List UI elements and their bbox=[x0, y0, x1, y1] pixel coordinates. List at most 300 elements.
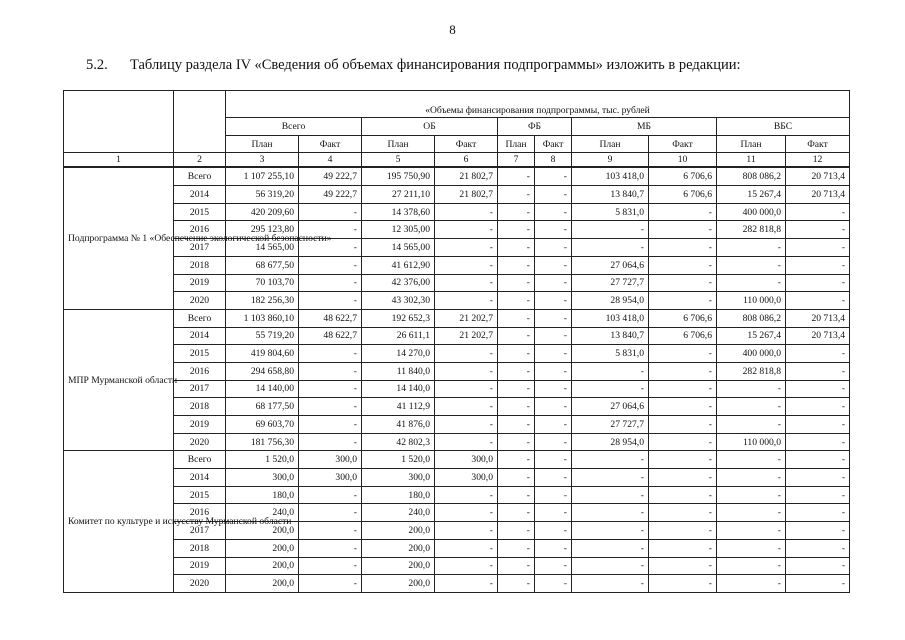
header-plan: План bbox=[572, 135, 649, 153]
table-cell: - bbox=[535, 398, 572, 416]
table-cell: 200,0 bbox=[226, 522, 299, 540]
table-cell: - bbox=[786, 433, 850, 451]
table-cell: - bbox=[572, 239, 649, 257]
table-cell: - bbox=[649, 380, 717, 398]
table-cell: - bbox=[649, 451, 717, 469]
table-cell: - bbox=[572, 380, 649, 398]
header-source-mb: МБ bbox=[572, 118, 717, 136]
row-period: 2016 bbox=[174, 221, 226, 239]
table-cell: 14 565,00 bbox=[226, 239, 299, 257]
table-cell: - bbox=[299, 274, 362, 292]
table-cell: - bbox=[649, 486, 717, 504]
table-cell: 400 000,0 bbox=[717, 203, 786, 221]
header-plan: План bbox=[362, 135, 435, 153]
table-cell: 300,0 bbox=[362, 469, 435, 487]
table-cell: - bbox=[717, 469, 786, 487]
table-cell: - bbox=[649, 345, 717, 363]
column-number: 5 bbox=[362, 153, 435, 168]
table-cell: 14 378,60 bbox=[362, 203, 435, 221]
table-row bbox=[64, 557, 850, 575]
table-cell: - bbox=[572, 469, 649, 487]
table-cell: 110 000,0 bbox=[717, 433, 786, 451]
table-cell: - bbox=[786, 274, 850, 292]
table-cell: - bbox=[535, 292, 572, 310]
table-cell: - bbox=[572, 221, 649, 239]
table-cell: - bbox=[299, 345, 362, 363]
table-cell: 294 658,80 bbox=[226, 362, 299, 380]
table-cell: - bbox=[786, 416, 850, 434]
table-cell: 20 713,4 bbox=[786, 167, 850, 185]
table-cell: - bbox=[299, 522, 362, 540]
table-cell: 20 713,4 bbox=[786, 186, 850, 204]
table-cell: - bbox=[535, 575, 572, 593]
table-cell: - bbox=[435, 221, 498, 239]
table-cell: 27 064,6 bbox=[572, 256, 649, 274]
column-number: 8 bbox=[535, 153, 572, 168]
table-cell: - bbox=[435, 362, 498, 380]
table-cell: - bbox=[498, 575, 535, 593]
table-cell: - bbox=[649, 575, 717, 593]
column-number: 10 bbox=[649, 153, 717, 168]
table-cell: - bbox=[299, 203, 362, 221]
table-cell: 14 140,0 bbox=[362, 380, 435, 398]
table-cell: - bbox=[535, 557, 572, 575]
table-cell: 56 319,20 bbox=[226, 186, 299, 204]
table-cell: 200,0 bbox=[226, 539, 299, 557]
table-cell: - bbox=[498, 398, 535, 416]
table-cell: 300,0 bbox=[435, 451, 498, 469]
table-cell: - bbox=[717, 398, 786, 416]
table-cell: - bbox=[435, 239, 498, 257]
table-cell: 42 376,00 bbox=[362, 274, 435, 292]
column-number: 1 bbox=[64, 153, 174, 168]
table-cell: - bbox=[649, 274, 717, 292]
table-cell: 200,0 bbox=[226, 575, 299, 593]
table-cell: - bbox=[435, 274, 498, 292]
financing-table bbox=[63, 90, 850, 593]
table-cell: - bbox=[786, 575, 850, 593]
table-cell: - bbox=[717, 522, 786, 540]
table-cell: - bbox=[717, 380, 786, 398]
table-cell: 13 840,7 bbox=[572, 327, 649, 345]
table-cell: - bbox=[535, 256, 572, 274]
section-heading bbox=[86, 57, 741, 74]
table-cell: - bbox=[649, 433, 717, 451]
table-row bbox=[64, 203, 850, 221]
table-cell: - bbox=[649, 221, 717, 239]
row-period: 2017 bbox=[174, 380, 226, 398]
table-cell: - bbox=[717, 416, 786, 434]
table-cell: - bbox=[717, 451, 786, 469]
header-fact: Факт bbox=[786, 135, 850, 153]
table-cell: 182 256,30 bbox=[226, 292, 299, 310]
table-cell: - bbox=[649, 292, 717, 310]
table-cell: - bbox=[299, 486, 362, 504]
table-row bbox=[64, 362, 850, 380]
table-cell: 419 804,60 bbox=[226, 345, 299, 363]
table-cell: - bbox=[649, 203, 717, 221]
header-empty-2 bbox=[174, 91, 226, 153]
table-cell: 1 103 860,10 bbox=[226, 309, 299, 327]
table-cell: 300,0 bbox=[299, 469, 362, 487]
table-cell: - bbox=[649, 557, 717, 575]
header-source-total: Всего bbox=[226, 118, 362, 136]
table-cell: - bbox=[535, 433, 572, 451]
table-cell: - bbox=[498, 504, 535, 522]
table-cell: - bbox=[786, 221, 850, 239]
table-cell: 68 177,50 bbox=[226, 398, 299, 416]
table-row bbox=[64, 486, 850, 504]
table-row bbox=[64, 327, 850, 345]
table-cell: - bbox=[535, 486, 572, 504]
table-cell: 300,0 bbox=[435, 469, 498, 487]
row-period: Всего bbox=[174, 451, 226, 469]
table-cell: - bbox=[535, 539, 572, 557]
table-cell: - bbox=[786, 203, 850, 221]
row-period: Всего bbox=[174, 167, 226, 185]
table-cell: 27 211,10 bbox=[362, 186, 435, 204]
table-cell: 200,0 bbox=[362, 522, 435, 540]
table-cell: 200,0 bbox=[226, 557, 299, 575]
table-row bbox=[64, 451, 850, 469]
table-cell: 14 565,00 bbox=[362, 239, 435, 257]
table-cell: - bbox=[717, 239, 786, 257]
group-name: Комитет по культуре и искусству Мурманской области bbox=[64, 451, 174, 593]
table-cell: - bbox=[649, 239, 717, 257]
table-cell: - bbox=[717, 557, 786, 575]
table-cell: - bbox=[535, 167, 572, 185]
table-cell: - bbox=[649, 522, 717, 540]
header-plan: План bbox=[498, 135, 535, 153]
table-cell: 5 831,0 bbox=[572, 345, 649, 363]
row-period: 2015 bbox=[174, 486, 226, 504]
column-number: 4 bbox=[299, 153, 362, 168]
table-cell: - bbox=[498, 416, 535, 434]
page-number: 8 bbox=[449, 22, 456, 37]
table-cell: - bbox=[786, 239, 850, 257]
section-text: Таблицу раздела IV «Сведения об объемах финансирования подпрограммы» изложить в редакции: bbox=[130, 57, 741, 73]
table-cell: - bbox=[498, 221, 535, 239]
table-cell: - bbox=[649, 256, 717, 274]
table-cell: 200,0 bbox=[362, 539, 435, 557]
table-cell: 103 418,0 bbox=[572, 167, 649, 185]
table-cell: - bbox=[535, 504, 572, 522]
table-cell: - bbox=[535, 274, 572, 292]
table-row bbox=[64, 380, 850, 398]
column-number: 9 bbox=[572, 153, 649, 168]
table-cell: - bbox=[299, 221, 362, 239]
table-cell: - bbox=[435, 504, 498, 522]
table-cell: 49 222,7 bbox=[299, 186, 362, 204]
table-cell: - bbox=[435, 203, 498, 221]
table-cell: 21 802,7 bbox=[435, 186, 498, 204]
table-cell: - bbox=[498, 539, 535, 557]
table-cell: 300,0 bbox=[299, 451, 362, 469]
table-cell: 6 706,6 bbox=[649, 309, 717, 327]
table-cell: - bbox=[717, 539, 786, 557]
table-cell: - bbox=[786, 486, 850, 504]
table-cell: - bbox=[299, 504, 362, 522]
table-cell: - bbox=[435, 575, 498, 593]
table-cell: - bbox=[299, 575, 362, 593]
table-row bbox=[64, 309, 850, 327]
header-source-fb: ФБ bbox=[498, 118, 572, 136]
table-cell: - bbox=[535, 362, 572, 380]
table-cell: - bbox=[535, 416, 572, 434]
table-cell: 282 818,8 bbox=[717, 221, 786, 239]
table-cell: - bbox=[786, 345, 850, 363]
header-source-vbs: ВБС bbox=[717, 118, 850, 136]
row-period: 2020 bbox=[174, 292, 226, 310]
table-cell: 6 706,6 bbox=[649, 186, 717, 204]
table-cell: - bbox=[572, 539, 649, 557]
header-plan: План bbox=[226, 135, 299, 153]
table-cell: 48 622,7 bbox=[299, 327, 362, 345]
table-cell: - bbox=[717, 274, 786, 292]
table-cell: - bbox=[535, 203, 572, 221]
table-cell: - bbox=[786, 557, 850, 575]
table-cell: - bbox=[435, 539, 498, 557]
table-cell: - bbox=[498, 186, 535, 204]
table-row bbox=[64, 167, 850, 185]
table-cell: 200,0 bbox=[362, 557, 435, 575]
table-cell: - bbox=[535, 345, 572, 363]
column-number: 11 bbox=[717, 153, 786, 168]
row-period: 2017 bbox=[174, 239, 226, 257]
table-cell: 28 954,0 bbox=[572, 433, 649, 451]
table-cell: - bbox=[498, 451, 535, 469]
table-cell: - bbox=[535, 221, 572, 239]
table-cell: 12 305,00 bbox=[362, 221, 435, 239]
row-period: 2020 bbox=[174, 433, 226, 451]
header-group-title: «Объемы финансирования подпрограммы, тыс. рублей bbox=[226, 91, 850, 118]
header-source-ob: ОБ bbox=[362, 118, 498, 136]
table-cell: - bbox=[435, 433, 498, 451]
table-row bbox=[64, 416, 850, 434]
table-cell: - bbox=[572, 522, 649, 540]
table-cell: 21 202,7 bbox=[435, 309, 498, 327]
table-cell: - bbox=[535, 522, 572, 540]
table-cell: 26 611,1 bbox=[362, 327, 435, 345]
table-cell: - bbox=[498, 274, 535, 292]
table-cell: - bbox=[299, 362, 362, 380]
table-cell: - bbox=[498, 239, 535, 257]
table-row bbox=[64, 575, 850, 593]
column-number: 2 bbox=[174, 153, 226, 168]
header-fact: Факт bbox=[299, 135, 362, 153]
row-period: 2014 bbox=[174, 327, 226, 345]
table-cell: 68 677,50 bbox=[226, 256, 299, 274]
table-cell: 200,0 bbox=[362, 575, 435, 593]
table-row bbox=[64, 274, 850, 292]
table-cell: 282 818,8 bbox=[717, 362, 786, 380]
table-cell: - bbox=[572, 451, 649, 469]
table-cell: 808 086,2 bbox=[717, 309, 786, 327]
table-cell: 180,0 bbox=[226, 486, 299, 504]
table-cell: - bbox=[535, 309, 572, 327]
table-cell: - bbox=[435, 345, 498, 363]
header-plan: План bbox=[717, 135, 786, 153]
table-cell: 41 612,90 bbox=[362, 256, 435, 274]
table-cell: - bbox=[717, 504, 786, 522]
table-cell: - bbox=[299, 292, 362, 310]
row-period: 2018 bbox=[174, 256, 226, 274]
table-row bbox=[64, 292, 850, 310]
table-cell: - bbox=[535, 327, 572, 345]
table-row bbox=[64, 345, 850, 363]
table-cell: 28 954,0 bbox=[572, 292, 649, 310]
table-cell: 13 840,7 bbox=[572, 186, 649, 204]
table-cell: 1 520,0 bbox=[226, 451, 299, 469]
table-cell: - bbox=[299, 557, 362, 575]
header-fact: Факт bbox=[649, 135, 717, 153]
table-cell: - bbox=[535, 469, 572, 487]
table-cell: - bbox=[498, 167, 535, 185]
table-cell: - bbox=[649, 362, 717, 380]
table-cell: - bbox=[786, 380, 850, 398]
table-cell: - bbox=[498, 433, 535, 451]
row-period: 2016 bbox=[174, 362, 226, 380]
table-cell: 14 270,0 bbox=[362, 345, 435, 363]
table-row bbox=[64, 539, 850, 557]
table-cell: - bbox=[299, 256, 362, 274]
table-cell: 6 706,6 bbox=[649, 167, 717, 185]
table-cell: - bbox=[786, 292, 850, 310]
table-cell: - bbox=[717, 256, 786, 274]
table-cell: 192 652,3 bbox=[362, 309, 435, 327]
table-cell: - bbox=[498, 557, 535, 575]
table-cell: 240,0 bbox=[362, 504, 435, 522]
section-number: 5.2. bbox=[86, 57, 108, 73]
table-cell: - bbox=[435, 522, 498, 540]
table-cell: - bbox=[786, 504, 850, 522]
table-cell: - bbox=[786, 362, 850, 380]
table-row bbox=[64, 398, 850, 416]
table-cell: - bbox=[535, 186, 572, 204]
row-period: 2020 bbox=[174, 575, 226, 593]
table-cell: 27 064,6 bbox=[572, 398, 649, 416]
table-cell: - bbox=[786, 522, 850, 540]
row-period: 2018 bbox=[174, 539, 226, 557]
table-cell: 15 267,4 bbox=[717, 327, 786, 345]
table-cell: - bbox=[717, 486, 786, 504]
table-row bbox=[64, 256, 850, 274]
table-cell: - bbox=[498, 203, 535, 221]
table-cell: - bbox=[435, 557, 498, 575]
table-cell: 5 831,0 bbox=[572, 203, 649, 221]
table-cell: - bbox=[435, 416, 498, 434]
table-cell: 49 222,7 bbox=[299, 167, 362, 185]
header-fact: Факт bbox=[535, 135, 572, 153]
table-cell: - bbox=[535, 451, 572, 469]
table-cell: - bbox=[572, 575, 649, 593]
table-cell: 300,0 bbox=[226, 469, 299, 487]
table-cell: 400 000,0 bbox=[717, 345, 786, 363]
table-cell: - bbox=[498, 309, 535, 327]
table-row bbox=[64, 433, 850, 451]
column-numbers-row bbox=[64, 153, 850, 168]
table-cell: - bbox=[435, 292, 498, 310]
table-cell: 11 840,0 bbox=[362, 362, 435, 380]
table-cell: - bbox=[649, 469, 717, 487]
table-cell: - bbox=[435, 256, 498, 274]
table-cell: 21 802,7 bbox=[435, 167, 498, 185]
table-cell: - bbox=[498, 522, 535, 540]
table-cell: - bbox=[498, 486, 535, 504]
table-cell: 808 086,2 bbox=[717, 167, 786, 185]
table-cell: - bbox=[498, 327, 535, 345]
table-cell: - bbox=[649, 504, 717, 522]
table-cell: 41 112,9 bbox=[362, 398, 435, 416]
group-name: МПР Мурманской области bbox=[64, 309, 174, 451]
table-cell: - bbox=[299, 239, 362, 257]
table-cell: 55 719,20 bbox=[226, 327, 299, 345]
table-cell: - bbox=[299, 539, 362, 557]
table-cell: - bbox=[535, 239, 572, 257]
table-cell: - bbox=[435, 486, 498, 504]
table-cell: - bbox=[649, 539, 717, 557]
table-cell: - bbox=[299, 416, 362, 434]
table-cell: 181 756,30 bbox=[226, 433, 299, 451]
row-period: 2014 bbox=[174, 186, 226, 204]
column-number: 7 bbox=[498, 153, 535, 168]
table-cell: - bbox=[299, 433, 362, 451]
table-cell: 20 713,4 bbox=[786, 309, 850, 327]
table-cell: - bbox=[299, 380, 362, 398]
table-cell: 20 713,4 bbox=[786, 327, 850, 345]
row-period: 2019 bbox=[174, 416, 226, 434]
table-cell: - bbox=[498, 380, 535, 398]
table-cell: 420 209,60 bbox=[226, 203, 299, 221]
row-period: 2017 bbox=[174, 522, 226, 540]
table-cell: - bbox=[435, 380, 498, 398]
table-cell: - bbox=[299, 398, 362, 416]
table-cell: 48 622,7 bbox=[299, 309, 362, 327]
table-cell: - bbox=[572, 362, 649, 380]
row-period: 2018 bbox=[174, 398, 226, 416]
table-cell: 110 000,0 bbox=[717, 292, 786, 310]
row-period: 2016 bbox=[174, 504, 226, 522]
table-cell: - bbox=[649, 416, 717, 434]
table-cell: 27 727,7 bbox=[572, 416, 649, 434]
table-cell: - bbox=[435, 398, 498, 416]
table-cell: - bbox=[786, 539, 850, 557]
header-fact: Факт bbox=[435, 135, 498, 153]
table-cell: 195 750,90 bbox=[362, 167, 435, 185]
table-cell: 70 103,70 bbox=[226, 274, 299, 292]
table-cell: - bbox=[498, 362, 535, 380]
column-number: 6 bbox=[435, 153, 498, 168]
table-cell: 15 267,4 bbox=[717, 186, 786, 204]
row-period: 2019 bbox=[174, 274, 226, 292]
column-number: 3 bbox=[226, 153, 299, 168]
table-cell: 27 727,7 bbox=[572, 274, 649, 292]
table-cell: - bbox=[649, 398, 717, 416]
table-cell: 69 603,70 bbox=[226, 416, 299, 434]
table-cell: 295 123,80 bbox=[226, 221, 299, 239]
table-cell: 103 418,0 bbox=[572, 309, 649, 327]
table-cell: - bbox=[786, 469, 850, 487]
row-period: 2015 bbox=[174, 345, 226, 363]
table-cell: - bbox=[786, 398, 850, 416]
table-cell: - bbox=[498, 469, 535, 487]
table-cell: - bbox=[786, 256, 850, 274]
table-cell: 41 876,0 bbox=[362, 416, 435, 434]
table-cell: 6 706,6 bbox=[649, 327, 717, 345]
table-row bbox=[64, 186, 850, 204]
table-cell: - bbox=[717, 575, 786, 593]
table-cell: 21 202,7 bbox=[435, 327, 498, 345]
